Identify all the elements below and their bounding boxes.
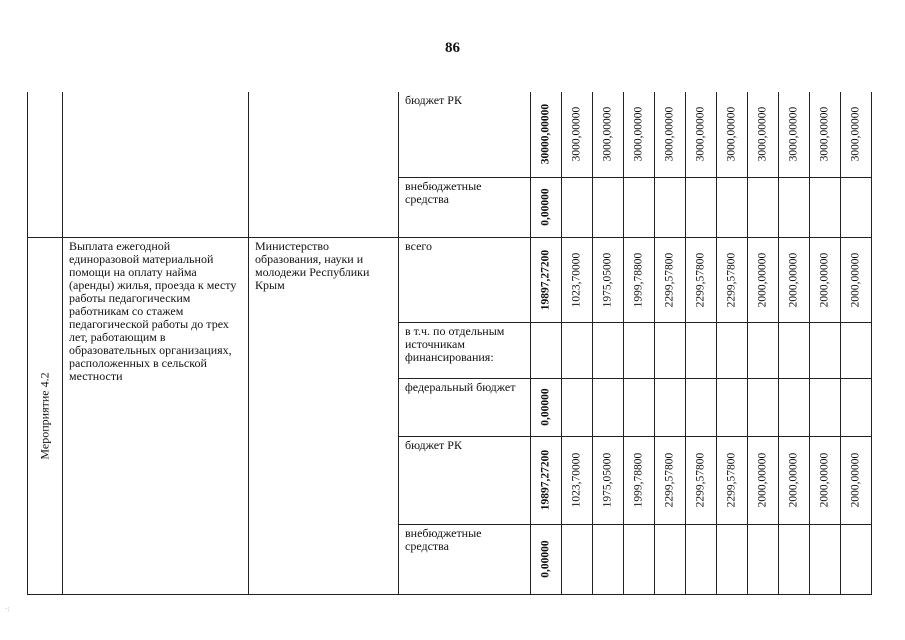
year-value-cell (593, 436, 624, 524)
year-value-cell (717, 378, 748, 436)
year-value: 1999,78800 (632, 252, 645, 307)
year-value-cell (810, 322, 841, 378)
year-value-cell (624, 378, 655, 436)
year-value-cell (841, 436, 872, 524)
year-value-cell (841, 322, 872, 378)
funding-source: внебюджетные средства (399, 524, 531, 594)
funding-source: бюджет РК (399, 436, 531, 524)
year-value-cell (593, 524, 624, 594)
funding-source: в т.ч. по отдельным источникам финансирования: (399, 322, 531, 378)
year-value: 3000,00000 (756, 106, 769, 162)
total-value: 19897,27200 (539, 449, 552, 511)
year-value: 2000,00000 (849, 252, 862, 307)
year-value-cell (655, 237, 686, 322)
year-value: 2000,00000 (818, 452, 831, 508)
funding-source: федеральный бюджет (399, 378, 531, 436)
page-number: 86 (445, 40, 460, 56)
year-value: 3000,00000 (818, 106, 831, 162)
year-value-cell (686, 237, 717, 322)
year-value-cell (748, 436, 779, 524)
total-cell (531, 237, 562, 322)
year-value-cell (686, 436, 717, 524)
year-value: 1975,05000 (601, 452, 614, 508)
year-value: 2000,00000 (756, 252, 769, 307)
funding-source: всего (399, 237, 531, 322)
responsible-executor: Министерство образования, науки и молодежи Республики Крым (249, 237, 399, 594)
year-value: 1023,70000 (570, 452, 583, 508)
measure-description: Выплата ежегодной единоразовой материальной помощи на оплату найма (аренды) жилья, проезда к месту работы педагогическим работникам со стажем педагогической работы до трех лет, работающим в образовательных организациях, расположенных в сельской местности (63, 237, 249, 594)
year-value: 3000,00000 (787, 106, 800, 162)
year-value-cell (624, 237, 655, 322)
year-value-cell (593, 378, 624, 436)
year-value-cell (779, 322, 810, 378)
year-value-cell (593, 92, 624, 177)
year-value-cell (810, 92, 841, 177)
continuation-cell (63, 92, 249, 237)
year-value-cell (841, 92, 872, 177)
year-value-cell (562, 177, 593, 237)
year-value-cell (748, 378, 779, 436)
year-value-cell (593, 237, 624, 322)
year-value: 2299,57800 (694, 452, 707, 508)
year-value-cell (717, 237, 748, 322)
year-value: 2299,57800 (694, 252, 707, 307)
year-value-cell (562, 322, 593, 378)
year-value-cell (593, 177, 624, 237)
year-value: 2299,57800 (663, 452, 676, 508)
total-cell (531, 322, 562, 378)
year-value-cell (593, 322, 624, 378)
funding-source: внебюджетные средства (399, 177, 531, 237)
year-value: 2299,57800 (725, 252, 738, 307)
table-row (28, 92, 872, 177)
year-value-cell (810, 237, 841, 322)
total-value: 30000,00000 (539, 104, 552, 165)
total-value: 0,00000 (539, 540, 552, 578)
total-value: 0,00000 (539, 388, 552, 426)
year-value-cell (686, 177, 717, 237)
year-value: 3000,00000 (849, 106, 862, 162)
year-value: 2000,00000 (756, 452, 769, 508)
year-value-cell (717, 322, 748, 378)
year-value: 3000,00000 (694, 106, 707, 162)
budget-table (27, 92, 872, 595)
year-value-cell (686, 92, 717, 177)
year-value-cell (562, 378, 593, 436)
year-value-cell (748, 237, 779, 322)
total-value: 0,00000 (539, 188, 552, 226)
year-value-cell (810, 436, 841, 524)
year-value-cell (655, 322, 686, 378)
year-value: 2000,00000 (787, 252, 800, 307)
year-value: 3000,00000 (663, 106, 676, 162)
year-value-cell (810, 177, 841, 237)
year-value-cell (624, 92, 655, 177)
year-value-cell (686, 524, 717, 594)
year-value: 1975,05000 (601, 252, 614, 307)
year-value-cell (562, 436, 593, 524)
year-value: 1999,78800 (632, 452, 645, 508)
year-value-cell (624, 436, 655, 524)
year-value-cell (779, 177, 810, 237)
year-value-cell (748, 177, 779, 237)
year-value-cell (779, 378, 810, 436)
table-row (28, 237, 872, 322)
year-value-cell (624, 322, 655, 378)
year-value: 3000,00000 (570, 106, 583, 162)
year-value-cell (686, 378, 717, 436)
scan-mark: ·: (5, 605, 10, 613)
year-value-cell (841, 524, 872, 594)
year-value-cell (655, 524, 686, 594)
total-value: 19897,27200 (539, 249, 552, 310)
year-value-cell (841, 378, 872, 436)
year-value-cell (841, 237, 872, 322)
total-cell (531, 92, 562, 177)
year-value-cell (779, 237, 810, 322)
year-value-cell (717, 524, 748, 594)
year-value: 3000,00000 (725, 106, 738, 162)
year-value-cell (779, 436, 810, 524)
year-value: 2299,57800 (725, 452, 738, 508)
year-value-cell (655, 378, 686, 436)
year-value-cell (748, 322, 779, 378)
year-value-cell (655, 92, 686, 177)
year-value-cell (748, 524, 779, 594)
year-value: 1023,70000 (570, 252, 583, 307)
year-value-cell (748, 92, 779, 177)
year-value-cell (810, 378, 841, 436)
year-value: 3000,00000 (632, 106, 645, 162)
funding-source: бюджет РК (399, 92, 531, 177)
year-value-cell (841, 177, 872, 237)
continuation-cell (28, 92, 63, 237)
year-value: 2000,00000 (818, 252, 831, 307)
year-value-cell (562, 237, 593, 322)
measure-label-cell (28, 237, 63, 594)
year-value-cell (562, 524, 593, 594)
year-value-cell (779, 92, 810, 177)
total-cell (531, 177, 562, 237)
total-cell (531, 378, 562, 436)
year-value-cell (686, 322, 717, 378)
year-value-cell (717, 92, 748, 177)
year-value: 2000,00000 (787, 452, 800, 508)
year-value: 3000,00000 (601, 106, 614, 162)
measure-label: Мероприятие 4.2 (37, 371, 52, 460)
year-value-cell (717, 177, 748, 237)
year-value-cell (779, 524, 810, 594)
total-cell (531, 524, 562, 594)
year-value-cell (810, 524, 841, 594)
continuation-cell (249, 92, 399, 237)
year-value: 2299,57800 (663, 252, 676, 307)
year-value: 2000,00000 (849, 452, 862, 508)
year-value-cell (624, 177, 655, 237)
year-value-cell (624, 524, 655, 594)
total-cell (531, 436, 562, 524)
year-value-cell (655, 436, 686, 524)
year-value-cell (717, 436, 748, 524)
year-value-cell (562, 92, 593, 177)
year-value-cell (655, 177, 686, 237)
